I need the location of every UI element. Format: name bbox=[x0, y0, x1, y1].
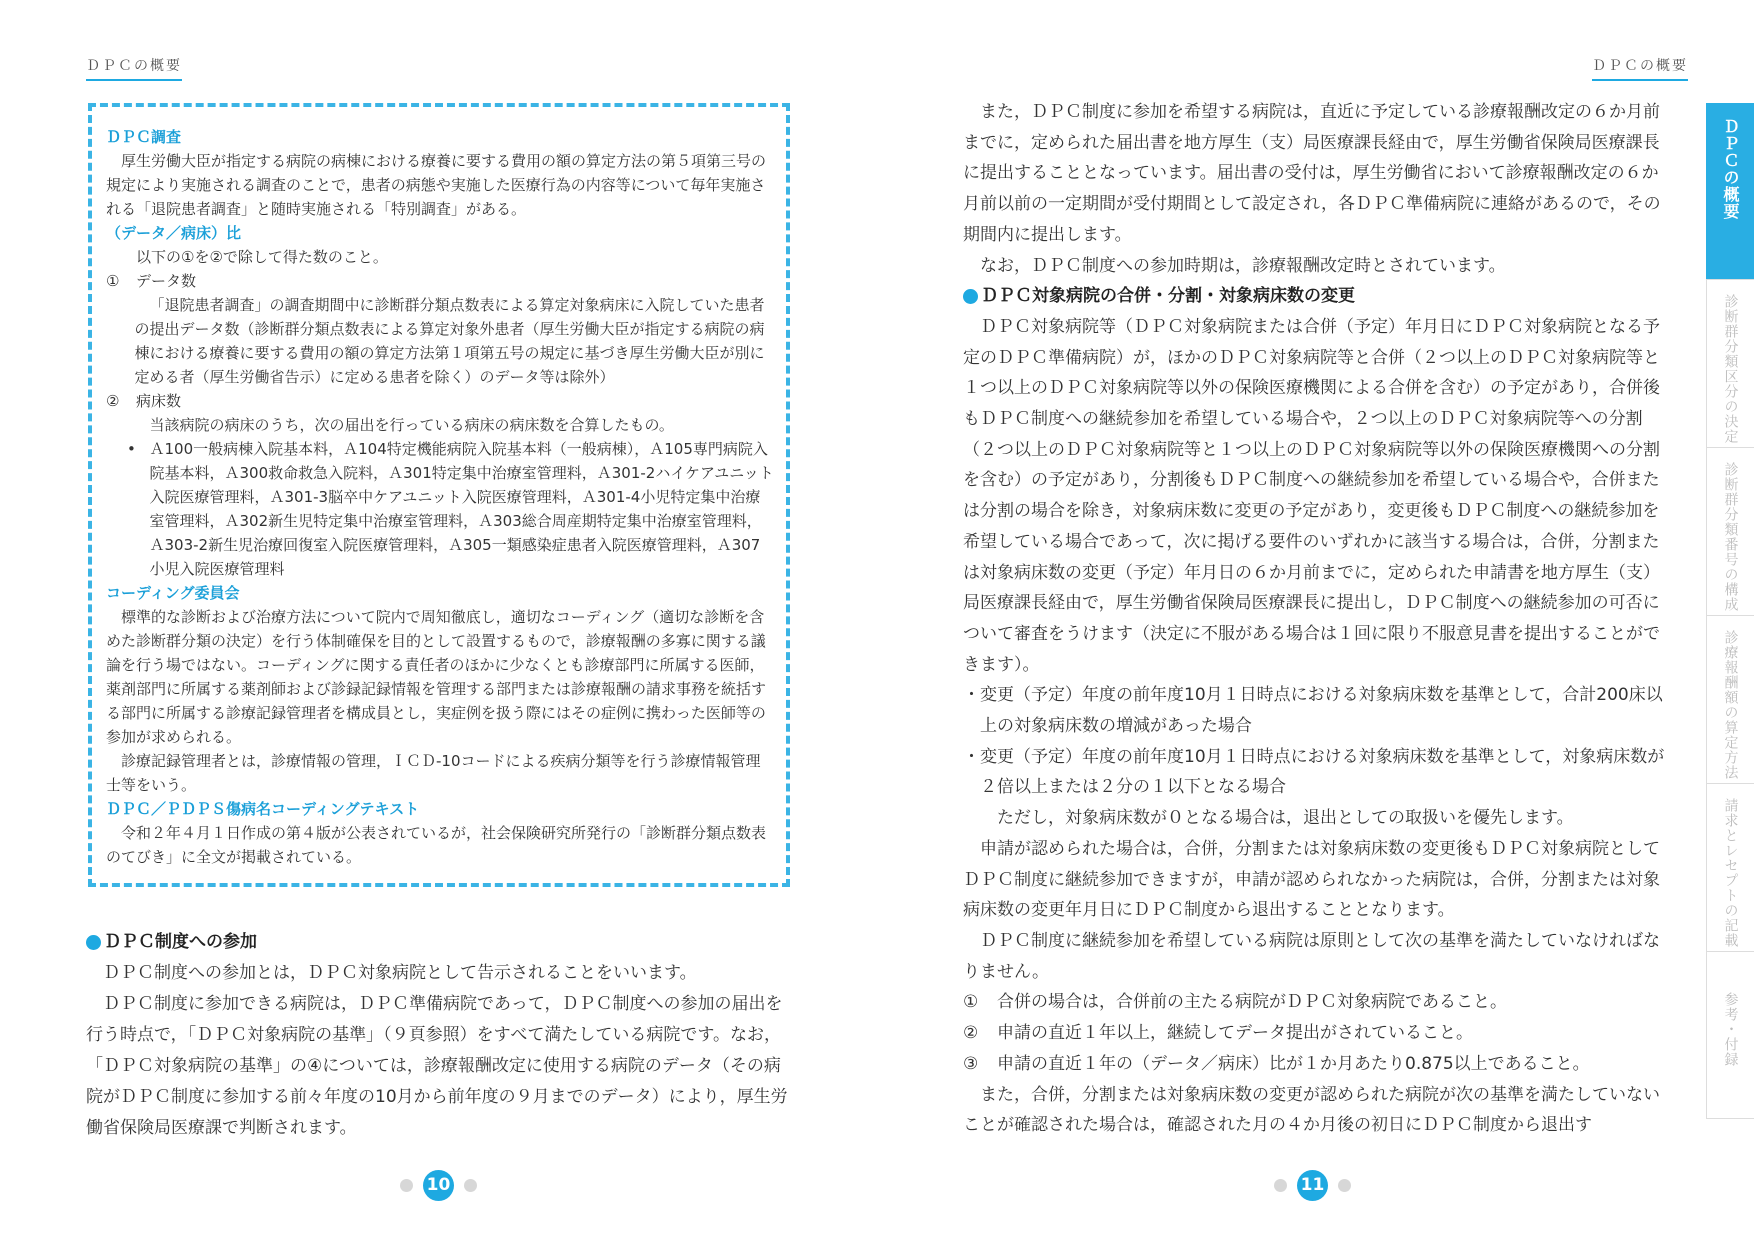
condition-item: ・変更（予定）年度の前年度10月１日時点における対象病床数を基準として，対象病床数が２倍以上または２分の１以下となる場合 bbox=[963, 746, 1665, 798]
paragraph: ＤＰＣ制度に参加できる病院は，ＤＰＣ準備病院であって，ＤＰＣ制度への参加の届出を行う時点で，「ＤＰＣ対象病院の基準」（９頁参照）をすべて満たしている病院です。なお，「ＤＰＣ対象病院の基準」の④については，診療報酬改定に使用する病院のデータ（その病院がＤＰＣ制度に参加する前々年度の10月から前年度の９月までのデータ）により，厚生労働省保険局医療課で判断されます。 bbox=[86, 994, 788, 1138]
ratio-item-1 bbox=[106, 269, 774, 293]
glossary-box bbox=[88, 103, 790, 887]
chapter-tab-classification[interactable] bbox=[1706, 279, 1754, 447]
section-heading-merger bbox=[963, 281, 1669, 312]
next-dot-icon bbox=[1338, 1179, 1351, 1192]
criteria-number: ① bbox=[963, 992, 979, 1013]
term-textbook-heading: ＤＰＣ／ＰＤＰＳ傷病名コーディングテキスト bbox=[106, 800, 420, 818]
criteria-number: ③ bbox=[963, 1053, 979, 1074]
section-heading-participation bbox=[86, 927, 792, 958]
paragraph: また，ＤＰＣ制度に参加を希望する病院は，直近に予定している診療報酬改定の６か月前までに，定められた届出書を地方厚生（支）局医療課長経由で，厚生労働省保険局医療課長に提出することとなっています。届出書の受付は，厚生労働省において診療報酬改定の６か月前以前の一定期間が受付期間として設定され，各ＤＰＣ準備病院に連絡があるので，その期間内に提出します。 bbox=[963, 102, 1661, 245]
chapter-tab-label: 診療報酬額の算定方法 bbox=[1722, 630, 1739, 780]
chapter-tab-label: 参考・付録 bbox=[1722, 992, 1739, 1067]
criteria-item-1 bbox=[963, 987, 1669, 1018]
chapter-tab-appendix[interactable] bbox=[1706, 951, 1754, 1119]
criteria-item-3 bbox=[963, 1049, 1669, 1080]
bullet-mark: • bbox=[127, 440, 136, 458]
paragraph: ＤＰＣ制度への参加とは，ＤＰＣ対象病院として告示されることをいいます。 bbox=[103, 963, 697, 983]
paragraph: ＤＰＣ対象病院等（ＤＰＣ対象病院または合併（予定）年月日にＤＰＣ対象病院となる予定のＤＰＣ準備病院）が，ほかのＤＰＣ対象病院等と合併（２つ以上のＤＰＣ対象病院等と１つ以上のＤＰＣ対象病院等以外の保険医療機関による合併を含む）の予定があり，合併後もＤＰＣ制度への継続参加を希望している場合や，２つ以上のＤＰＣ対象病院等への分割（２つ以上のＤＰＣ対象病院等と１つ以上のＤＰＣ対象病院等以外の保険医療機関への分割を含む）の予定があり，分割後もＤＰＣ制度への継続参加を希望している場合や，合併または分割の場合を除き，対象病床数に変更の予定があり，変更後もＤＰＣ制度への継続参加を希望している場合であって，次に掲げる要件のいずれかに該当する場合は，合併，分割または対象病床数の変更（予定）年月日の６か月前までに，定められた申請書を地方厚生（支）局医療課長経由で，厚生労働省保険局医療課長に提出し，ＤＰＣ制度への継続参加の可否について審査をうけます（決定に不服がある場合は１回に限り不服意見書を提出することができます）。 bbox=[963, 316, 1660, 675]
ratio-item-2-text: 当該病院の病床のうち，次の届出を行っている病床の病床数を合算したもの。 bbox=[149, 416, 674, 434]
term-coding-text-1: 標準的な診断および治療方法について院内で周知徹底し，適切なコーディング（適切な診断を含めた診断群分類の決定）を行う体制確保を目的として設置するもので，診療報酬の多寡に関する議論を行う場ではない。コーディングに関する責任者のほかに少なくとも診療部門に所属する医師，薬剤部門に所属する薬剤師および診録記録情報を管理する部門または診療報酬の請求事務を統括する部門に所属する診療記録管理者を構成員とし，実症例を扱う際にはその症例に携わった医師等の参加が求められる。 bbox=[106, 608, 767, 746]
criteria-text: 申請の直近１年の（データ／病床）比が１か月あたり0.875以上であること。 bbox=[997, 1053, 1590, 1074]
ratio-bullet-text: Ａ100一般病棟入院基本料，Ａ104特定機能病院入院基本料（一般病棟），Ａ105専門病院入院基本料，Ａ300救命救急入院料，Ａ301特定集中治療室管理料，Ａ301-2ハイケアユニット入院医療管理料，Ａ301-3脳卒中ケアユニット入院医療管理料，Ａ301-4小児特定集中治療室管理料，Ａ302新生児特定集中治療室管理料，Ａ303総合周産期特定集中治療室管理料，Ａ303-2新生児治療回復室入院医療管理料，Ａ305一類感染症患者入院医療管理料，Ａ307小児入院医療管理料 bbox=[149, 440, 774, 578]
criteria-text: 申請の直近１年以上，継続してデータ提出がされていること。 bbox=[997, 1023, 1473, 1044]
ratio-item-2-number: ② bbox=[106, 392, 120, 410]
page-number-left: 10 bbox=[423, 1170, 454, 1201]
running-header-left: ＤＰＣの概要 bbox=[86, 55, 182, 81]
running-header-right: ＤＰＣの概要 bbox=[1592, 55, 1688, 81]
chapter-tab-billing[interactable] bbox=[1706, 783, 1754, 951]
page-number-right: 11 bbox=[1297, 1170, 1328, 1201]
ratio-item-1-label: データ数 bbox=[136, 272, 197, 290]
term-coding-text-2: 診療記録管理者とは，診療情報の管理，ＩＣＤ-10コードによる疾病分類等を行う診療情報管理士等をいう。 bbox=[106, 752, 761, 794]
ratio-bullet bbox=[106, 437, 774, 581]
ratio-item-1-text: 「退院患者調査」の調査期間中に診断群分類点数表による算定対象病床に入院していた患者の提出データ数（診断群分類点数表による算定対象外患者（厚生労働大臣が指定する病院の病棟における療養に要する費用の額の算定方法第１項第五号の規定に基づき厚生労働大臣が別に定める者（厚生労働省告示）に定める患者を除く）のデータ等は除外） bbox=[134, 296, 765, 386]
section-heading-text: ＤＰＣ制度への参加 bbox=[104, 932, 257, 952]
prev-dot-icon bbox=[1274, 1179, 1287, 1192]
note-text: ただし，対象病床数が０となる場合は，退出としての取扱いを優先します。 bbox=[997, 808, 1574, 829]
criteria-item-2 bbox=[963, 1018, 1669, 1049]
chapter-tabs bbox=[1706, 103, 1754, 1119]
next-dot-icon bbox=[464, 1179, 477, 1192]
chapter-tab-overview[interactable] bbox=[1706, 103, 1754, 279]
ratio-item-1-number: ① bbox=[106, 272, 120, 290]
chapter-tab-fee-calculation[interactable] bbox=[1706, 615, 1754, 783]
ratio-item-2 bbox=[106, 389, 774, 413]
page-nav-right bbox=[1268, 1170, 1358, 1200]
paragraph: 申請が認められた場合は，合併，分割または対象病床数の変更後もＤＰＣ対象病院としてＤＰＣ制度に継続参加できますが，申請が認められなかった病院は，合併，分割または対象病床数の変更年月日にＤＰＣ制度から退出することとなります。 bbox=[963, 838, 1660, 921]
page-nav-left bbox=[394, 1170, 484, 1200]
term-textbook-text: 令和２年４月１日作成の第４版が公表されているが，社会保険研究所発行の「診断群分類点数表のてびき」に全文が掲載されている。 bbox=[106, 824, 767, 866]
chapter-tab-label: ＤＰＣの概要 bbox=[1721, 118, 1740, 220]
section-bullet-icon bbox=[86, 935, 101, 950]
right-page-body bbox=[963, 97, 1669, 1141]
term-dpc-survey-heading: ＤＰＣ調査 bbox=[106, 128, 182, 146]
criteria-number: ② bbox=[963, 1023, 979, 1044]
ratio-item-2-label: 病床数 bbox=[136, 392, 182, 410]
chapter-tab-label: 診断群分類番号の構成 bbox=[1722, 462, 1739, 612]
chapter-tab-label: 請求とレセプトの記載 bbox=[1722, 798, 1739, 948]
term-coding-heading: コーディング委員会 bbox=[106, 584, 240, 602]
chapter-tab-label: 診断群分類区分の決定 bbox=[1722, 294, 1739, 444]
term-ratio-intro: 以下の①を②で除して得た数のこと。 bbox=[136, 248, 388, 266]
paragraph: また，合併，分割または対象病床数の変更が認められた病院が次の基準を満たしていないことが確認された場合は，確認された月の４か月後の初日にＤＰＣ制度から退出す bbox=[963, 1084, 1660, 1136]
term-ratio-heading: （データ／病床）比 bbox=[106, 224, 242, 242]
section-heading-text: ＤＰＣ対象病院の合併・分割・対象病床数の変更 bbox=[981, 286, 1355, 307]
paragraph: なお，ＤＰＣ制度への参加時期は，診療報酬改定時とされています。 bbox=[980, 255, 1506, 276]
condition-item: ・変更（予定）年度の前年度10月１日時点における対象病床数を基準として，合計200床以上の対象病床数の増減があった場合 bbox=[963, 685, 1663, 737]
prev-dot-icon bbox=[400, 1179, 413, 1192]
section-bullet-icon bbox=[963, 289, 978, 304]
paragraph: ＤＰＣ制度に継続参加を希望している病院は原則として次の基準を満たしていなければなりません。 bbox=[963, 930, 1660, 982]
term-dpc-survey-text: 厚生労働大臣が指定する病院の病棟における療養に要する費用の額の算定方法の第５項第三号の規定により実施される調査のことで，患者の病態や実施した医療行為の内容等について毎年実施される「退院患者調査」と随時実施される「特別調査」がある。 bbox=[106, 152, 767, 218]
chapter-tab-code-structure[interactable] bbox=[1706, 447, 1754, 615]
left-page-body bbox=[86, 927, 792, 1144]
criteria-text: 合併の場合は，合併前の主たる病院がＤＰＣ対象病院であること。 bbox=[997, 992, 1507, 1013]
